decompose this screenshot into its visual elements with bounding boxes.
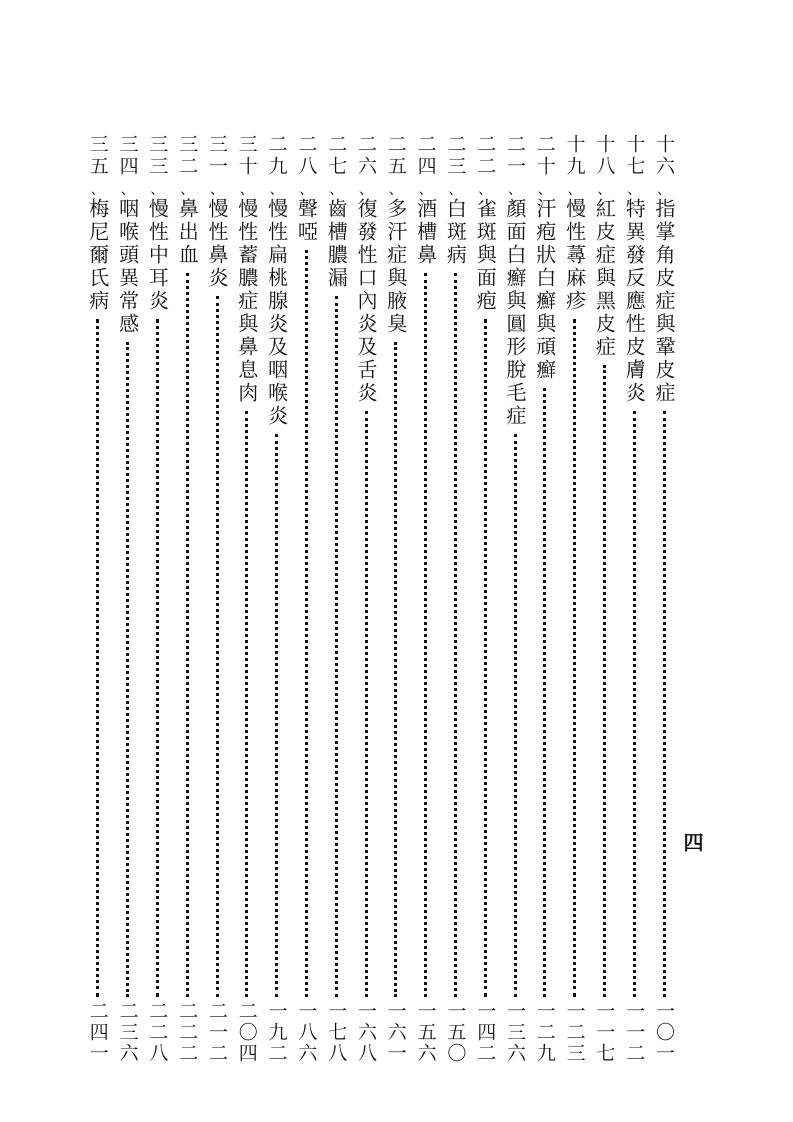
entry-number: 三一: [206, 134, 228, 178]
entry-number: 十九: [563, 134, 586, 178]
entry-number: 二四: [414, 134, 437, 178]
leader-dots: [484, 319, 487, 997]
entry-separator: 、: [448, 182, 463, 198]
entry-title: 慢性蓄膿症與鼻息肉: [234, 198, 259, 405]
entry-page: 二三六: [116, 1001, 139, 1064]
entry-title: 齒槽膿漏: [324, 198, 349, 290]
entry-page: 一二九: [533, 1001, 556, 1064]
entry-number: 三三: [146, 134, 169, 178]
entry-number: 二九: [265, 134, 288, 178]
leader-dots: [454, 273, 457, 997]
entry-separator: 、: [180, 182, 195, 198]
entry-page: 一一二: [623, 1001, 646, 1064]
leader-dots: [663, 411, 666, 997]
entry-number: 十七: [623, 134, 646, 178]
entry-page: 一三六: [504, 1001, 526, 1064]
leader-dots: [365, 411, 368, 997]
entry-page: 一八六: [295, 1001, 318, 1064]
entry-number: 三五: [86, 134, 109, 178]
entry-page: 一一七: [593, 1001, 616, 1064]
entry-page: 一五〇: [444, 1001, 467, 1064]
entry-separator: 、: [388, 182, 403, 198]
toc-entry: [235, 134, 259, 1064]
entry-number: 二八: [295, 134, 318, 178]
toc-entry: [533, 134, 557, 1064]
entry-title: 咽喉頭異常感: [115, 198, 140, 336]
entry-title: 雀斑與面疱: [473, 198, 498, 313]
leader-dots: [573, 319, 576, 997]
toc-entry: [592, 134, 616, 1064]
entry-separator: 、: [508, 182, 522, 198]
entry-title: 多汗症與腋臭: [383, 198, 408, 336]
entry-separator: 、: [120, 182, 135, 198]
entry-page: 二一二: [206, 1001, 228, 1064]
leader-dots: [96, 319, 99, 997]
entry-separator: 、: [90, 182, 105, 198]
entry-separator: 、: [299, 182, 314, 198]
leader-dots: [394, 342, 397, 997]
leader-dots: [156, 319, 159, 997]
entry-separator: 、: [627, 182, 642, 198]
leader-dots: [603, 365, 606, 997]
entry-separator: 、: [359, 182, 373, 198]
entry-number: 二十: [533, 134, 556, 178]
toc-entry: [86, 134, 110, 1064]
entry-title: 顏面白癬與圓形脫毛症: [503, 198, 527, 428]
entry-page: 一二三: [563, 1001, 586, 1064]
entry-title: 梅尼爾氏病: [85, 198, 110, 313]
entry-title: 復發性口內炎及舌炎: [354, 198, 378, 405]
entry-title: 鼻出血: [175, 198, 200, 267]
entry-title: 慢性扁桃腺炎及咽喉炎: [264, 198, 289, 428]
entry-page: 一九二: [265, 1001, 288, 1064]
leader-dots: [514, 434, 517, 997]
leader-dots: [216, 296, 219, 997]
toc-entry: [473, 134, 497, 1064]
entry-page: 一六一: [384, 1001, 407, 1064]
leader-dots: [543, 388, 546, 997]
entry-separator: 、: [269, 182, 284, 198]
leader-dots: [633, 411, 636, 997]
toc-entry: [294, 134, 318, 1064]
toc-entry: [563, 134, 587, 1064]
entry-page: 二二八: [146, 1001, 169, 1064]
entry-page: 一五六: [414, 1001, 437, 1064]
toc-entry: [265, 134, 289, 1064]
toc-entry: [145, 134, 169, 1064]
toc-entry: [503, 134, 527, 1064]
leader-dots: [126, 342, 129, 997]
toc-entry: [443, 134, 467, 1064]
page-number-marker: 四: [680, 832, 704, 855]
entry-title: 白斑病: [443, 198, 468, 267]
toc-entry: [205, 134, 229, 1064]
entry-number: 三二: [176, 134, 199, 178]
entry-number: 十八: [593, 134, 616, 178]
leader-dots: [335, 296, 338, 997]
leader-dots: [186, 273, 189, 997]
entry-title: 汗疱狀白癬與頑癬: [532, 198, 557, 382]
entry-separator: 、: [329, 182, 344, 198]
entry-number: 二一: [504, 134, 526, 178]
entry-separator: 、: [657, 182, 671, 198]
entry-page: 二〇四: [235, 1001, 258, 1064]
entry-separator: 、: [418, 182, 433, 198]
entry-title: 特異發反應性皮膚炎: [622, 198, 647, 405]
toc-entry: [384, 134, 408, 1064]
toc-entry: [354, 134, 378, 1064]
entry-separator: 、: [150, 182, 165, 198]
entry-title: 紅皮症與黑皮症: [592, 198, 617, 359]
entry-title: 慢性鼻炎: [205, 198, 229, 290]
entry-number: 十六: [653, 134, 675, 178]
entry-page: 一〇一: [653, 1001, 675, 1064]
entry-title: 指掌角皮症與鞏皮症: [652, 198, 676, 405]
entry-separator: 、: [210, 182, 224, 198]
leader-dots: [275, 434, 278, 997]
leader-dots: [305, 250, 308, 997]
toc-entry: [414, 134, 438, 1064]
toc-entry: [324, 134, 348, 1064]
entry-page: 一六八: [355, 1001, 377, 1064]
entry-number: 三四: [116, 134, 139, 178]
entry-title: 酒槽鼻: [413, 198, 438, 267]
leader-dots: [424, 273, 427, 997]
entry-number: 二三: [444, 134, 467, 178]
entry-page: 一四二: [474, 1001, 497, 1064]
entry-number: 二二: [474, 134, 497, 178]
entry-separator: 、: [597, 182, 612, 198]
entry-separator: 、: [478, 182, 493, 198]
entry-number: 二六: [355, 134, 377, 178]
entry-separator: 、: [239, 182, 254, 198]
toc-entry: [622, 134, 646, 1064]
entry-page: 二四一: [86, 1001, 109, 1064]
toc-entry: [652, 134, 676, 1064]
entry-title: 聲啞: [294, 198, 319, 244]
entry-number: 二五: [384, 134, 407, 178]
entry-separator: 、: [537, 182, 552, 198]
entry-title: 慢性蕁麻疹: [562, 198, 587, 313]
entry-number: 三十: [235, 134, 258, 178]
entry-title: 慢性中耳炎: [145, 198, 170, 313]
entry-number: 二七: [325, 134, 348, 178]
entry-page: 一七八: [325, 1001, 348, 1064]
toc-entry: [116, 134, 140, 1064]
entry-page: 二二二: [176, 1001, 199, 1064]
leader-dots: [245, 411, 248, 997]
toc-entry: [175, 134, 199, 1064]
entry-separator: 、: [567, 182, 582, 198]
